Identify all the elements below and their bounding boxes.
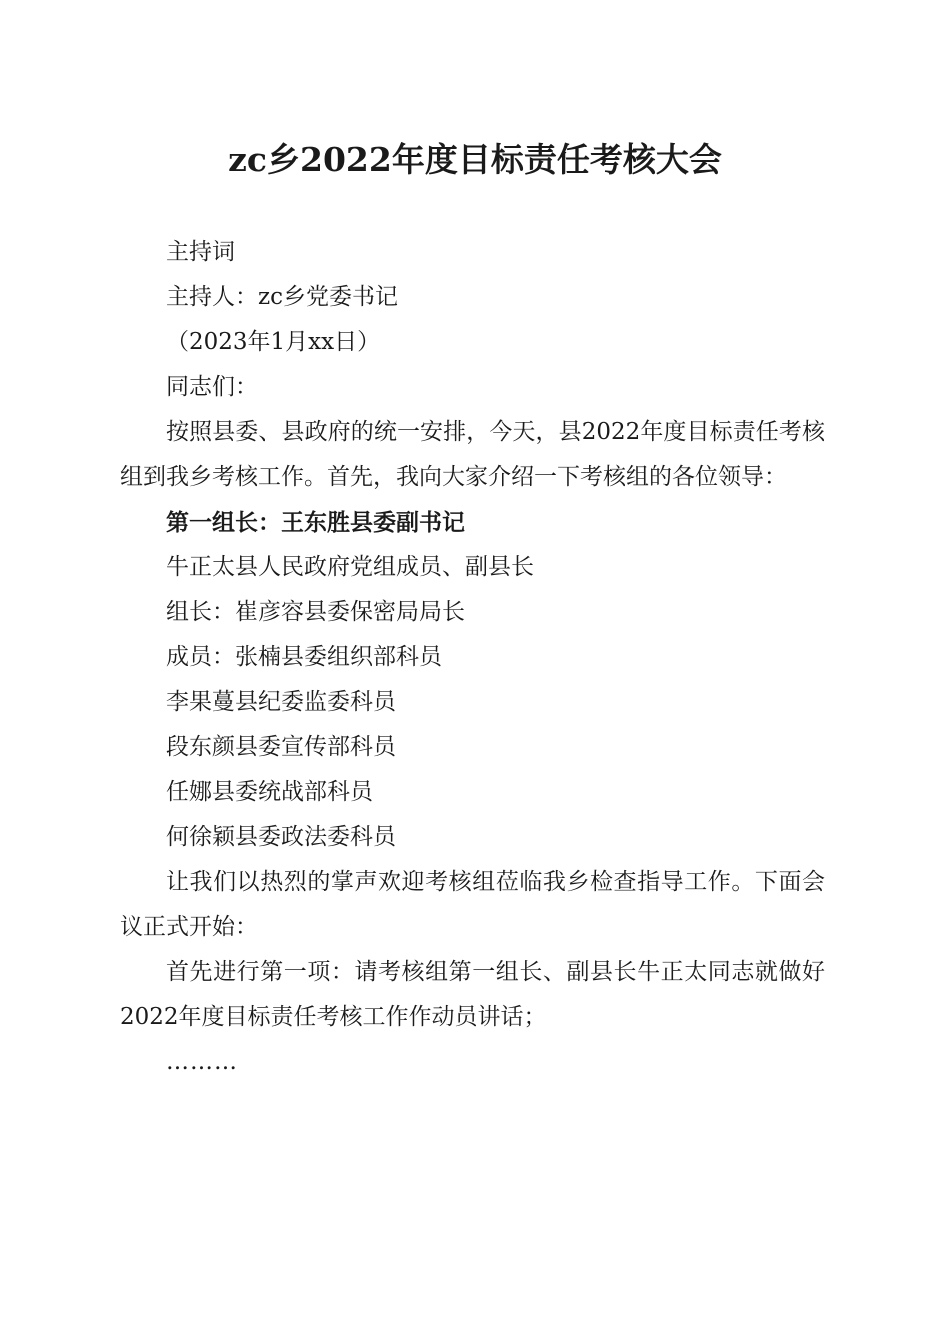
paragraph-deputy-county-head: 牛正太县人民政府党组成员、副县长 xyxy=(166,554,534,580)
paragraph-member-1: 成员：张楠县委组织部科员 xyxy=(166,644,442,670)
paragraph-member-3: 段东颜县委宣传部科员 xyxy=(166,734,396,760)
paragraph-group-leader: 组长：崔彦容县委保密局局长 xyxy=(166,599,465,625)
document-title: zc乡2022年度目标责任考核大会 xyxy=(228,140,722,179)
paragraph-host: 主持人：zc乡党委书记 xyxy=(166,284,398,310)
paragraph-ellipsis: ……… xyxy=(166,1049,238,1075)
paragraph-date: （2023年1月xx日） xyxy=(166,329,381,355)
paragraph-introduction: 按照县委、县政府的统一安排，今天，县2022年度目标责任考核组到我乡考核工作。首先，我向大家介绍一下考核组的各位领导： xyxy=(120,419,825,490)
paragraph-greeting: 同志们： xyxy=(166,374,258,400)
paragraph-member-4: 任娜县委统战部科员 xyxy=(166,779,373,805)
paragraph-first-group-leader: 第一组长：王东胜县委副书记 xyxy=(166,509,465,536)
paragraph-welcome: 让我们以热烈的掌声欢迎考核组莅临我乡检查指导工作。下面会议正式开始： xyxy=(120,869,825,940)
paragraph-member-2: 李果蔓县纪委监委科员 xyxy=(166,689,396,715)
document-body xyxy=(120,230,825,1085)
paragraph-first-item: 首先进行第一项：请考核组第一组长、副县长牛正太同志就做好2022年度目标责任考核工作作动员讲话； xyxy=(120,959,825,1030)
paragraph-member-5: 何徐颖县委政法委科员 xyxy=(166,824,396,850)
paragraph-host-speech-label: 主持词 xyxy=(166,239,235,265)
